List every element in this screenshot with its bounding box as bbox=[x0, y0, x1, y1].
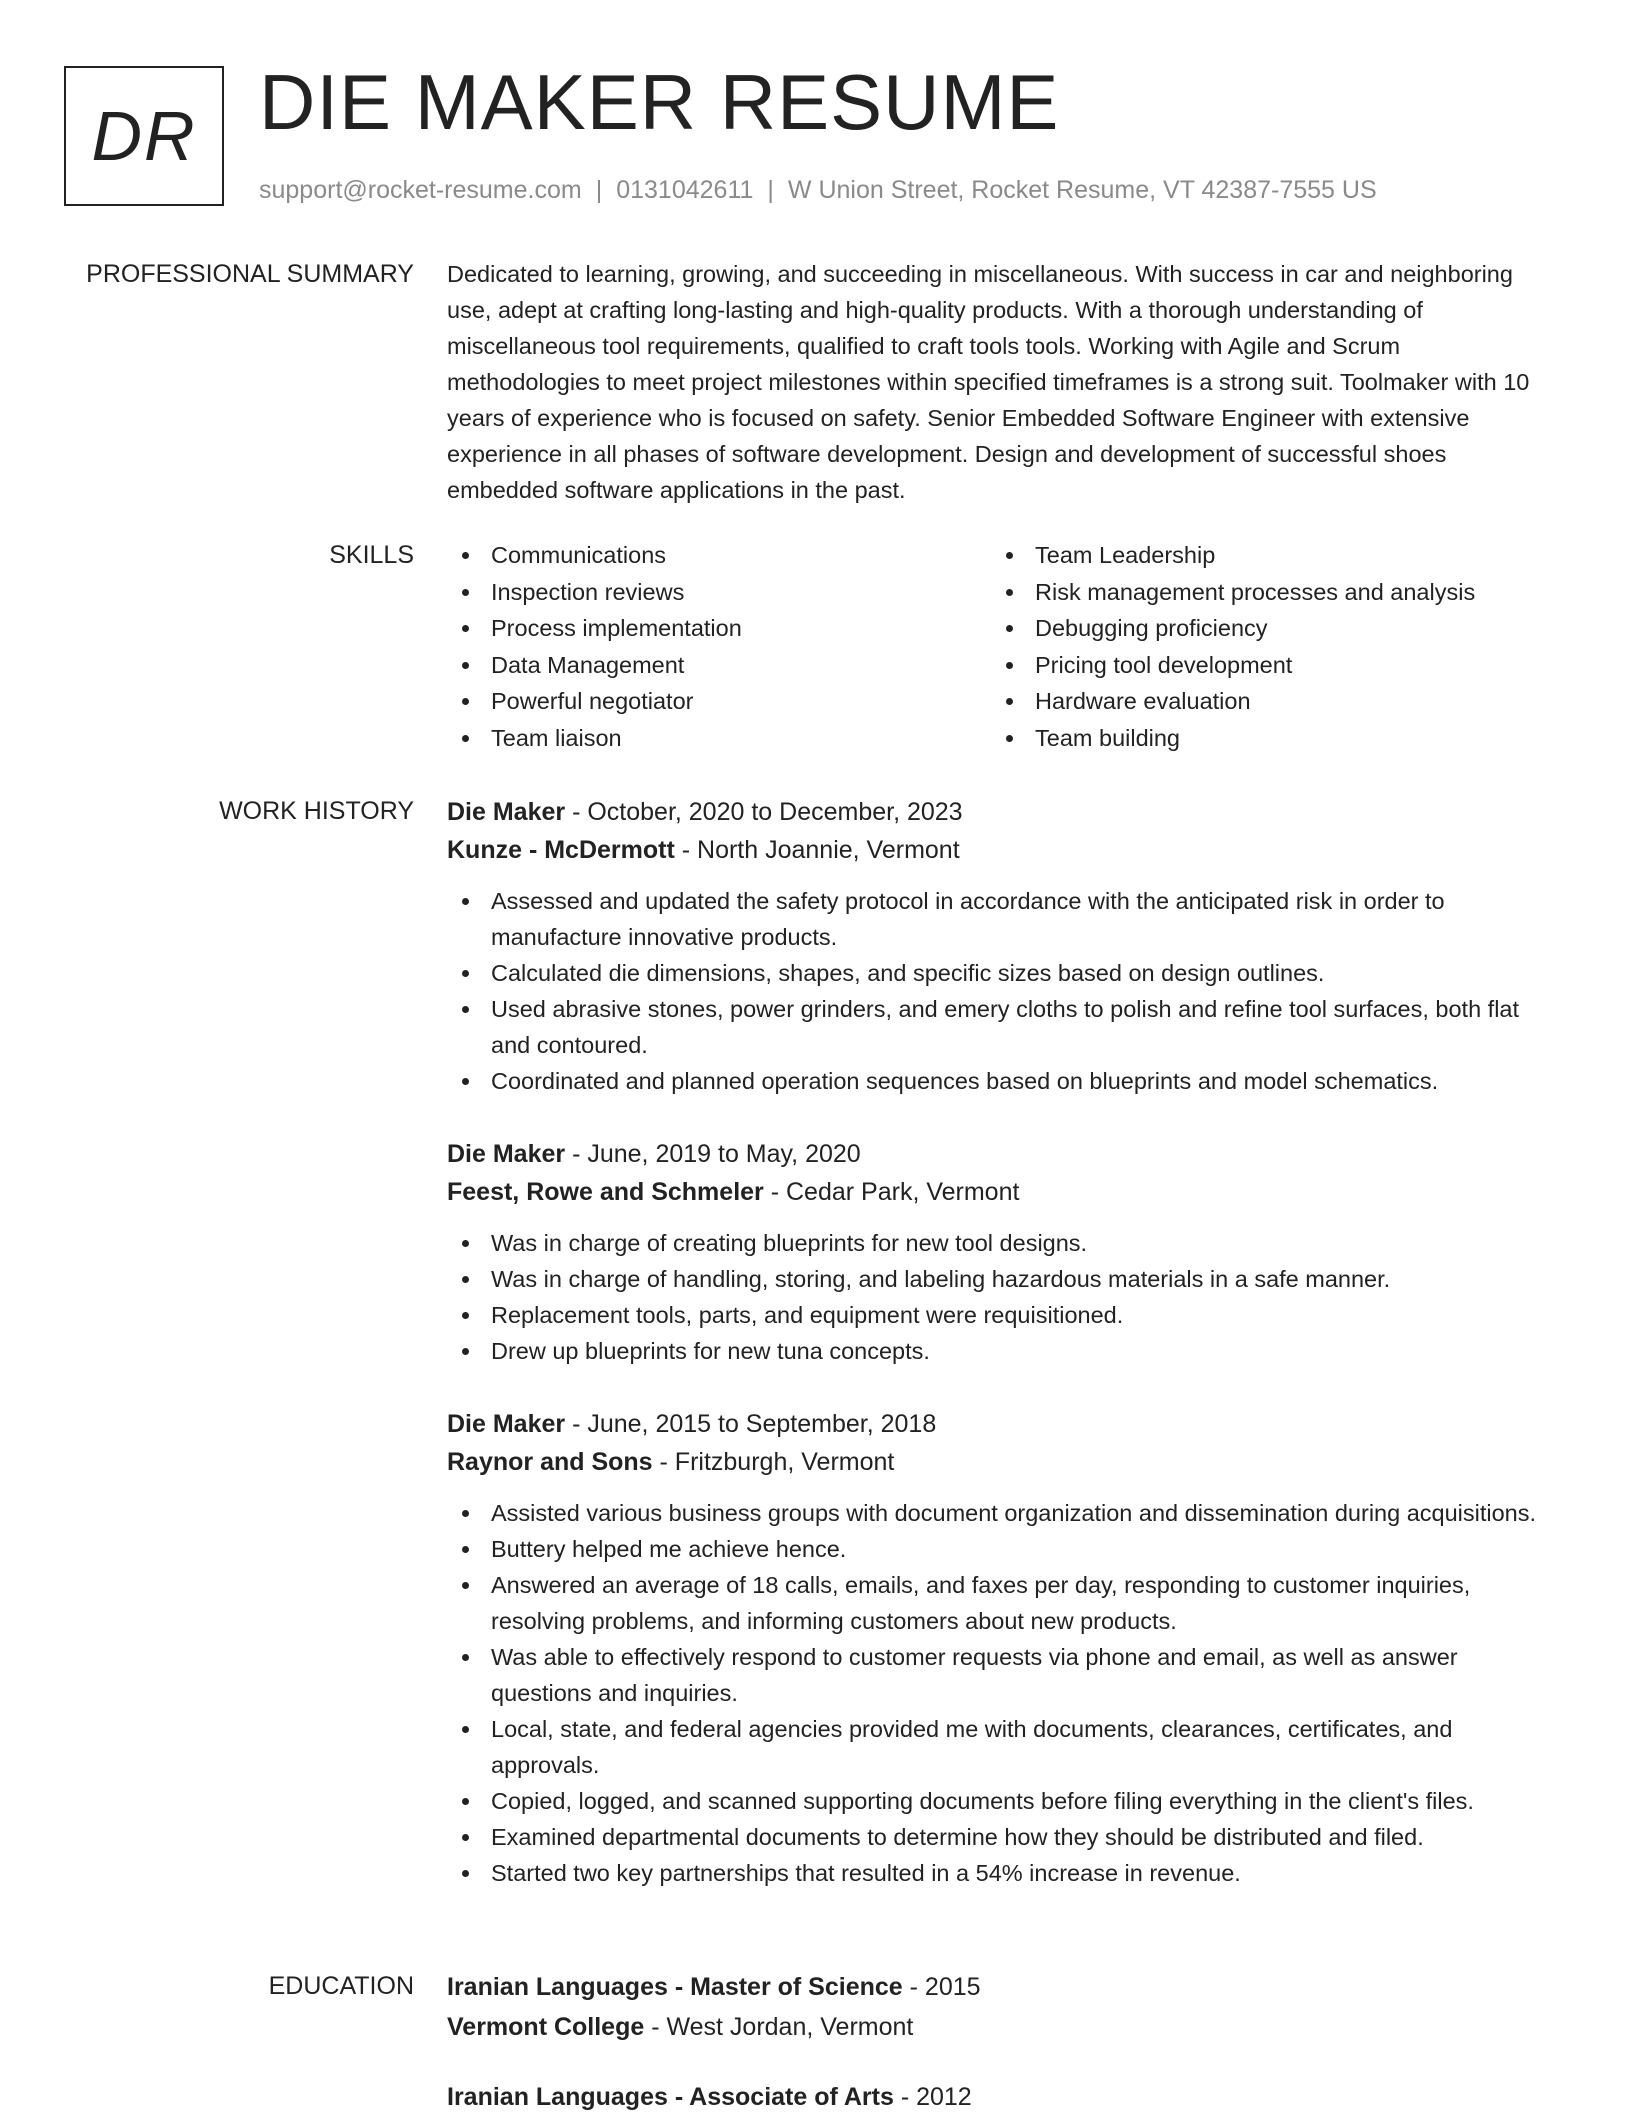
job-bullet: Replacement tools, parts, and equipment were requisitioned. bbox=[447, 1297, 1547, 1333]
job-bullet: Calculated die dimensions, shapes, and specific sizes based on design outlines. bbox=[447, 955, 1547, 991]
job-bullet: Drew up blueprints for new tuna concepts. bbox=[447, 1333, 1547, 1369]
skills-heading: SKILLS bbox=[329, 541, 414, 569]
job-bullets bbox=[447, 883, 1547, 1099]
job-dates: - October, 2020 to December, 2023 bbox=[565, 798, 963, 826]
skill-item: Team liaison bbox=[447, 720, 742, 756]
job-company-line bbox=[447, 1173, 1547, 1211]
job-entry bbox=[447, 793, 1547, 1094]
job-bullet: Copied, logged, and scanned supporting documents before filing everything in the client's files. bbox=[447, 1783, 1547, 1819]
skill-item: Team building bbox=[991, 720, 1475, 756]
education-year: - 2015 bbox=[902, 1973, 981, 2001]
job-title-line bbox=[447, 1405, 1547, 1443]
job-bullet: Coordinated and planned operation sequences based on blueprints and model schematics. bbox=[447, 1063, 1547, 1099]
contact-address: W Union Street, Rocket Resume, VT 42387-7555 US bbox=[787, 176, 1377, 204]
job-location: - Cedar Park, Vermont bbox=[763, 1178, 1020, 1206]
job-entry bbox=[447, 1405, 1547, 1886]
job-bullet: Started two key partnerships that resulted in a 54% increase in revenue. bbox=[447, 1855, 1547, 1891]
job-company-line bbox=[447, 1443, 1547, 1481]
education-entry bbox=[447, 2078, 1547, 2116]
skill-item: Process implementation bbox=[447, 610, 742, 646]
job-bullet: Was in charge of creating blueprints for new tool designs. bbox=[447, 1225, 1547, 1261]
education-school: Vermont College bbox=[447, 2013, 645, 2041]
job-bullets bbox=[447, 1495, 1547, 1891]
education-heading: EDUCATION bbox=[268, 1972, 414, 2000]
job-dates: - June, 2019 to May, 2020 bbox=[565, 1140, 861, 1168]
education-degree-line bbox=[447, 2078, 1547, 2116]
summary-text: Dedicated to learning, growing, and succeeding in miscellaneous. With success in car and neighboring use, adept at crafting long-lasting and high-quality products. With a thorough understanding of miscellaneous tool requirements, qualified to craft tools tools. Working with Agile and Scrum methodologies to meet project milestones within specified timeframes is a strong suit. Toolmaker with 10 years of experience who is focused on safety. Senior Embedded Software Engineer with extensive experience in all phases of software development. Design and development of successful shoes embedded software applications in the past. bbox=[447, 261, 1530, 503]
job-bullet: Assessed and updated the safety protocol in accordance with the anticipated risk in order to manufacture innovative products. bbox=[447, 883, 1547, 955]
skill-item: Hardware evaluation bbox=[991, 683, 1475, 719]
education-degree-line bbox=[447, 1968, 1547, 2006]
job-company: Kunze - McDermott bbox=[447, 836, 675, 864]
job-title-line bbox=[447, 793, 1547, 831]
resume-title: DIE MAKER RESUME bbox=[259, 58, 1060, 146]
job-title-line bbox=[447, 1135, 1547, 1173]
skill-item: Data Management bbox=[447, 647, 742, 683]
contact-line bbox=[259, 172, 1377, 208]
skills-list-right bbox=[991, 537, 1475, 756]
skill-item: Inspection reviews bbox=[447, 574, 742, 610]
summary-heading: PROFESSIONAL SUMMARY bbox=[86, 260, 414, 288]
skills-list-left bbox=[447, 537, 742, 756]
job-title: Die Maker bbox=[447, 1410, 566, 1438]
contact-phone[interactable]: 0131042611 bbox=[616, 176, 754, 204]
education-school-line bbox=[447, 2008, 1547, 2046]
skill-item: Risk management processes and analysis bbox=[991, 574, 1475, 610]
job-entry bbox=[447, 1135, 1547, 1364]
work-history-heading: WORK HISTORY bbox=[219, 797, 414, 825]
job-bullet: Local, state, and federal agencies provided me with documents, clearances, certificates, and approvals. bbox=[447, 1711, 1547, 1783]
job-bullets bbox=[447, 1225, 1547, 1369]
initials-monogram: DR bbox=[64, 66, 224, 206]
contact-email[interactable]: support@rocket-resume.com bbox=[259, 176, 582, 204]
job-bullet: Used abrasive stones, power grinders, and emery cloths to polish and refine tool surfaces, both flat and contoured. bbox=[447, 991, 1547, 1063]
skill-item: Pricing tool development bbox=[991, 647, 1475, 683]
skill-item: Powerful negotiator bbox=[447, 683, 742, 719]
skill-item: Communications bbox=[447, 537, 742, 573]
education-year: - 2012 bbox=[893, 2083, 972, 2111]
job-bullet: Was in charge of handling, storing, and labeling hazardous materials in a safe manner. bbox=[447, 1261, 1547, 1297]
contact-separator: | bbox=[595, 176, 603, 204]
education-location: - West Jordan, Vermont bbox=[644, 2013, 914, 2041]
job-company: Raynor and Sons bbox=[447, 1448, 653, 1476]
job-company-line bbox=[447, 831, 1547, 869]
contact-separator: | bbox=[767, 176, 774, 204]
job-bullet: Answered an average of 18 calls, emails, and faxes per day, responding to customer inquiries, resolving problems, and informing customers about new products. bbox=[447, 1567, 1547, 1639]
job-title: Die Maker bbox=[447, 1140, 566, 1168]
job-bullet: Examined departmental documents to determine how they should be distributed and filed. bbox=[447, 1819, 1547, 1855]
job-title: Die Maker bbox=[447, 798, 566, 826]
job-bullet: Was able to effectively respond to customer requests via phone and email, as well as answer questions and inquiries. bbox=[447, 1639, 1547, 1711]
education-degree: Iranian Languages - Master of Science bbox=[447, 1973, 903, 2001]
job-company: Feest, Rowe and Schmeler bbox=[447, 1178, 764, 1206]
skill-item: Debugging proficiency bbox=[991, 610, 1475, 646]
skill-item: Team Leadership bbox=[991, 537, 1475, 573]
job-location: - Fritzburgh, Vermont bbox=[652, 1448, 895, 1476]
job-location: - North Joannie, Vermont bbox=[674, 836, 960, 864]
education-degree: Iranian Languages - Associate of Arts bbox=[447, 2083, 894, 2111]
job-dates: - June, 2015 to September, 2018 bbox=[565, 1410, 937, 1438]
education-entry bbox=[447, 1968, 1547, 2046]
job-bullet: Assisted various business groups with document organization and dissemination during acquisitions. bbox=[447, 1495, 1547, 1531]
job-bullet: Buttery helped me achieve hence. bbox=[447, 1531, 1547, 1567]
